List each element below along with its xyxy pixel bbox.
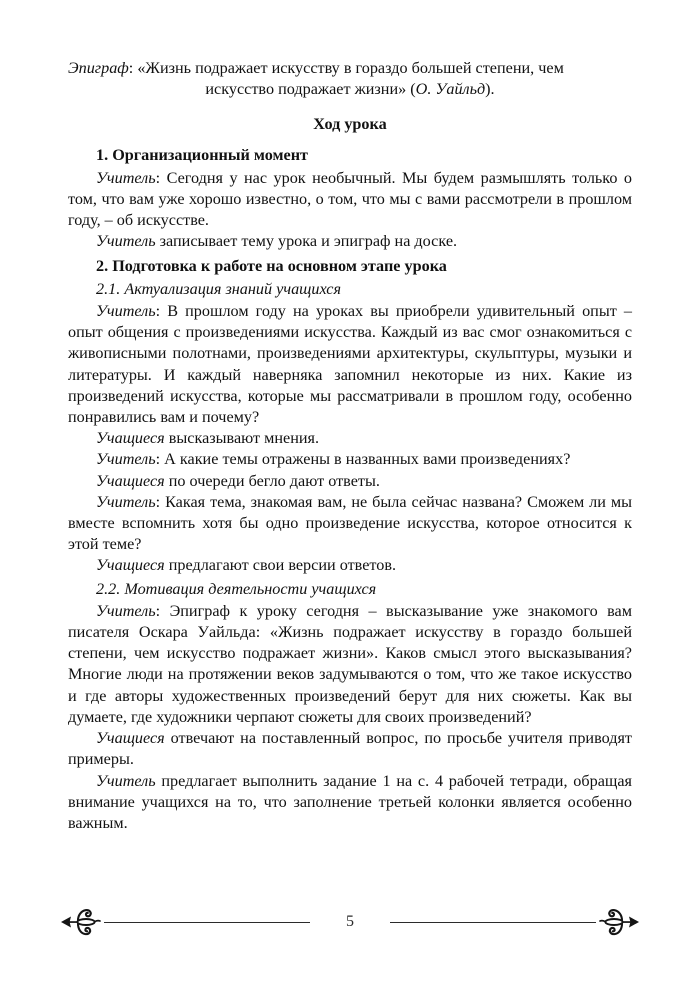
subsection-2-1-paragraph-3: Учитель: А какие темы отражены в названных вами произведениях? (96, 450, 571, 469)
fleuron-flourish-icon-left (60, 906, 102, 938)
epigraph-line-1: Эпиграф: «Жизнь подражает искусству в гораздо большей степени, чем (68, 59, 564, 77)
lesson-heading: Ход урока (313, 115, 387, 134)
subsection-2-1-paragraph-5: Учитель: Какая тема, знакомая вам, не была сейчас названа? Сможем ли мы вместе вспомнить хотя бы одно произведение искусства, которое относится к этой теме? (68, 492, 632, 554)
subsection-2-1-paragraph-1: Учитель: В прошлом году на уроках вы приобрели удивительный опыт – опыт общения с произведениями искусства. Каждый из вас смог ознакомиться с живописными полотнами, произведениями архитектуры, скульптуры, музыки и литературы. И каждый наверняка запомнил некоторые из них. Какие из произведений искусства, которые мы рассматривали в прошлом году, особенно понравились вам и почему? (68, 302, 632, 427)
subsection-2-1-paragraph-6: Учащиеся предлагают свои версии ответов. (96, 556, 397, 575)
page-content (68, 58, 632, 834)
subsection-heading-2-2: 2.2. Мотивация деятельности учащихся (96, 579, 377, 598)
section-1-paragraph-1: Учитель: Сегодня у нас урок необычный. Мы будем размышлять только о том, что вам уже хорошо известно, о том, что мы с вами рассмотрели в прошлом году, – об искусстве. (68, 168, 632, 230)
section-1-paragraph-2: Учитель записывает тему урока и эпиграф на доске. (96, 232, 458, 251)
page-number: 5 (346, 913, 354, 930)
subsection-heading-2-1: 2.1. Актуализация знаний учащихся (96, 279, 341, 298)
epigraph-block (68, 58, 632, 100)
fleuron-flourish-icon-right (598, 906, 640, 938)
section-heading-2: 2. Подготовка к работе на основном этапе урока (96, 256, 447, 275)
section-heading-1: 1. Организационный момент (96, 145, 308, 164)
subsection-2-2-paragraph-3: Учитель предлагает выполнить задание 1 на с. 4 рабочей тетради, обращая внимание учащихся на то, что заполнение третьей колонки является особенно важным. (68, 771, 632, 832)
footer-rule-right (390, 922, 596, 923)
subsection-2-1-paragraph-4: Учащиеся по очереди бегло дают ответы. (96, 471, 380, 490)
subsection-2-2-paragraph-1: Учитель: Эпиграф к уроку сегодня – высказывание уже знакомого вам писателя Оскара Уайльда: «Жизнь подражает искусству в гораздо большей степени, чем искусство подражает жизни». Каков смысл этого высказывания? Многие люди на протяжении веков задумываются о том, что же такое искусство и где авторы художественных произведений берут для них сюжеты. Как вы думаете, где художники черпают сюжеты для своих произведений? (68, 601, 632, 726)
subsection-2-1-paragraph-2: Учащиеся высказывают мнения. (96, 429, 320, 448)
subsection-2-2-paragraph-2: Учащиеся отвечают на поставленный вопрос, по просьбе учителя приводят примеры. (68, 729, 632, 769)
footer-rule-left (104, 922, 310, 923)
page-footer (60, 904, 640, 940)
epigraph-line-2: искусство подражает жизни» (О. Уайльд). (205, 80, 495, 99)
